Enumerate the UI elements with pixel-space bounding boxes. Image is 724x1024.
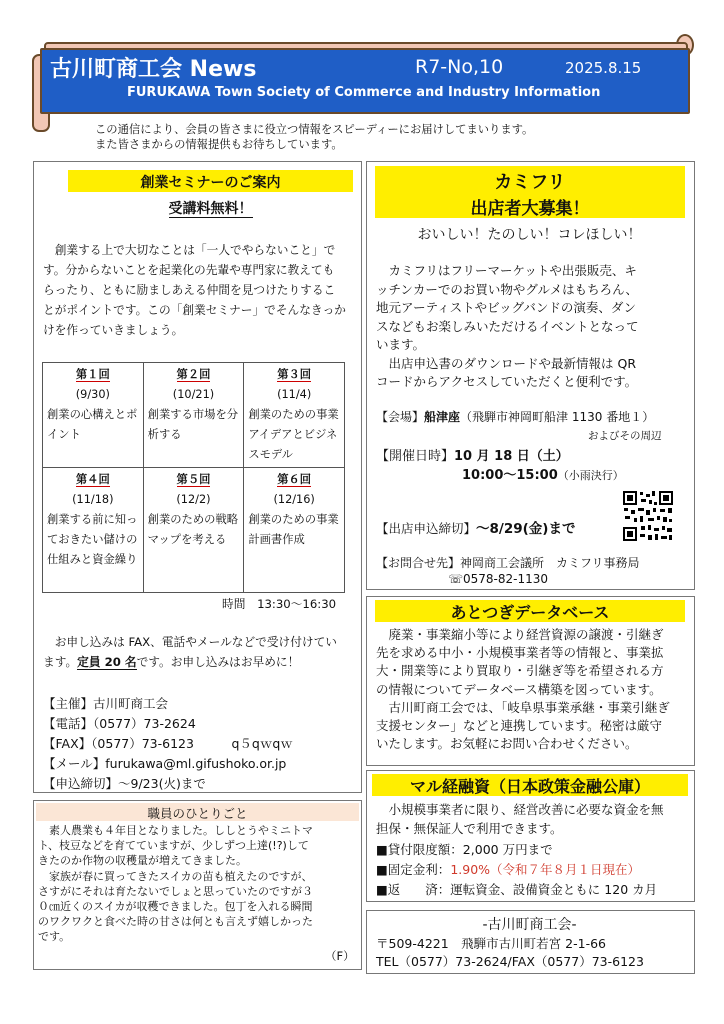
intro-text: この通信により、会員の皆さまに役立つ情報をスピーディーにお届けしてまいります。 また皆さまからの情報提供もお待ちしています。	[95, 123, 534, 151]
kamifuri-deadline: 【出店申込締切】～8/29(金)まで	[376, 521, 576, 537]
seminar-contacts: 【主催】古川町商工会 【電話】（0577）73-2624 【FAX】（0577）73-6123 q５qｗqｗ 【メール】furukawa@ml.gifushoko.or.jp 【申込締切】～9/23(火)まで	[43, 694, 358, 794]
kamifuri-venue-extra: およびその周辺	[588, 430, 662, 442]
staff-body: 素人農業も４年目となりました。ししとうやミニトマ ト、枝豆などを育てていますが、少しずつ上達(!?)して きたのか作物の収穫量が増えてきました。 家族が春に買ってきたスイカの苗も植えたのですが、 さすがにそれは育たないでしょと思っていたのですが３ ０㎝近くのスイカが収穫できました。包丁を入れる瞬間 のワクワクと食べた時の甘さは何とも言えず嬉しかった です。	[38, 824, 313, 944]
session-cell: 第６回 (12/16) 創業のための事業計画書作成	[244, 468, 345, 593]
staff-heading: 職員のひとりごと	[147, 806, 248, 821]
seminar-free-label: 受講料無料！	[168, 201, 253, 217]
kamifuri-title: カミフリ	[494, 172, 566, 193]
marukei-rate: ■固定金利：1.90%（令和７年８月１日現在）	[376, 862, 641, 877]
seminar-schedule-table	[42, 362, 345, 593]
marukei-repay: ■返 済：運転資金、設備資金ともに 120 カ月	[376, 882, 658, 897]
seminar-heading: 創業セミナーのご案内	[140, 175, 281, 191]
marukei-limit: ■貸付限度額：2,000 万円まで	[376, 842, 553, 857]
seminar-capacity: 定員 20 名	[77, 655, 137, 669]
newsletter-subtitle: FURUKAWA Town Society of Commerce and Industry Information	[127, 85, 601, 100]
marukei-rate-value: 1.90%（令和７年８月１日現在）	[450, 862, 641, 877]
kamifuri-tel: ☏0578-82-1130	[448, 572, 549, 586]
kamifuri-datetime: 【開催日時】10 月 18 日（土）	[376, 449, 569, 464]
kamifuri-tagline: おいしい！たのしい！コレほしい！	[417, 227, 642, 243]
newsletter-title: 古川町商工会 News	[50, 57, 257, 82]
session-cell: 第２回 (10/21) 創業する市場を分析する	[143, 363, 244, 468]
kamifuri-venue: 【会場】船津座（飛騨市神岡町船津 1130 番地１）	[376, 410, 655, 424]
staff-signature: （F）	[325, 949, 355, 963]
issue-date: 2025.8.15	[565, 59, 642, 77]
kamifuri-contact: 【お問合せ先】神岡商工会議所 カミフリ事務局	[376, 556, 640, 570]
marukei-title: マル経融資（日本政策金融公庫）	[409, 777, 650, 796]
qr-code-icon[interactable]	[622, 490, 674, 542]
atotsugi-body: 廃業・事業縮小等により経営資源の譲渡・引継ぎ 先を求める中小・小規模事業者等の情報と、事業拡 大・開業等により買取り・引継ぎ等を希望される方 の情報についてデータベース構築を図っています。 古川町商工会では、「岐阜県事業承継・事業引継ぎ 支援センター」などと連携しています。秘密は厳守 いたします。お気軽にお問い合わせください。	[376, 627, 670, 752]
session-cell: 第３回 (11/4) 創業のための事業アイデアとビジネスモデル	[244, 363, 345, 468]
footer-name: -古川町商工会-	[482, 917, 577, 933]
footer-tel: TEL（0577）73-2624/FAX（0577）73-6123	[376, 954, 644, 969]
session-cell: 第１回 (9/30) 創業の心構えとポイント	[43, 363, 144, 468]
session-cell: 第４回 (11/18) 創業する前に知っておきたい儲けの仕組みと資金繰り	[43, 468, 144, 593]
kamifuri-subtitle: 出店者大募集！	[470, 199, 590, 219]
footer-address: 〒509-4221 飛騨市古川町若宮 2-1-66	[376, 936, 606, 951]
kamifuri-time: 10:00～15:00（小雨決行）	[462, 468, 624, 483]
seminar-email: 【メール】furukawa@ml.gifushoko.or.jp	[43, 756, 287, 771]
seminar-time: 時間 13:30～16:30	[222, 597, 337, 611]
marukei-intro: 小規模事業者に限り、経営改善に必要な資金を無 担保・無保証人で利用できます。	[376, 802, 664, 836]
atotsugi-title: あとつぎデータベース	[450, 603, 610, 622]
issue-number: R7-No,10	[415, 56, 504, 78]
seminar-body: 創業する上で大切なことは「一人でやらないこと」で す。分からないことを起業化の先輩や専門家に教えても らったり、ともに励ましあえる仲間を見つけたりするこ とがポイントです。この「創業セミナー」でそんなきっか けを作っていきましょう。	[43, 243, 346, 337]
session-cell: 第５回 (12/2) 創業のための戦略マップを考える	[143, 468, 244, 593]
kamifuri-body: カミフリはフリーマーケットや出張販売、キ ッチンカーでのお買い物やグルメはもちろん、 地元アーティストやビッグバンドの演奏、ダン スなどもお楽しみいただけるイベントとなって います。 出店申込書のダウンロードや最新情報は QR コードからアクセスしていただくと便利です。	[376, 263, 639, 389]
seminar-apply: お申し込みは FAX、電話やメールなどで受け付けてい ます。定員 20 名です。お申し込みはお早めに！	[43, 635, 337, 669]
